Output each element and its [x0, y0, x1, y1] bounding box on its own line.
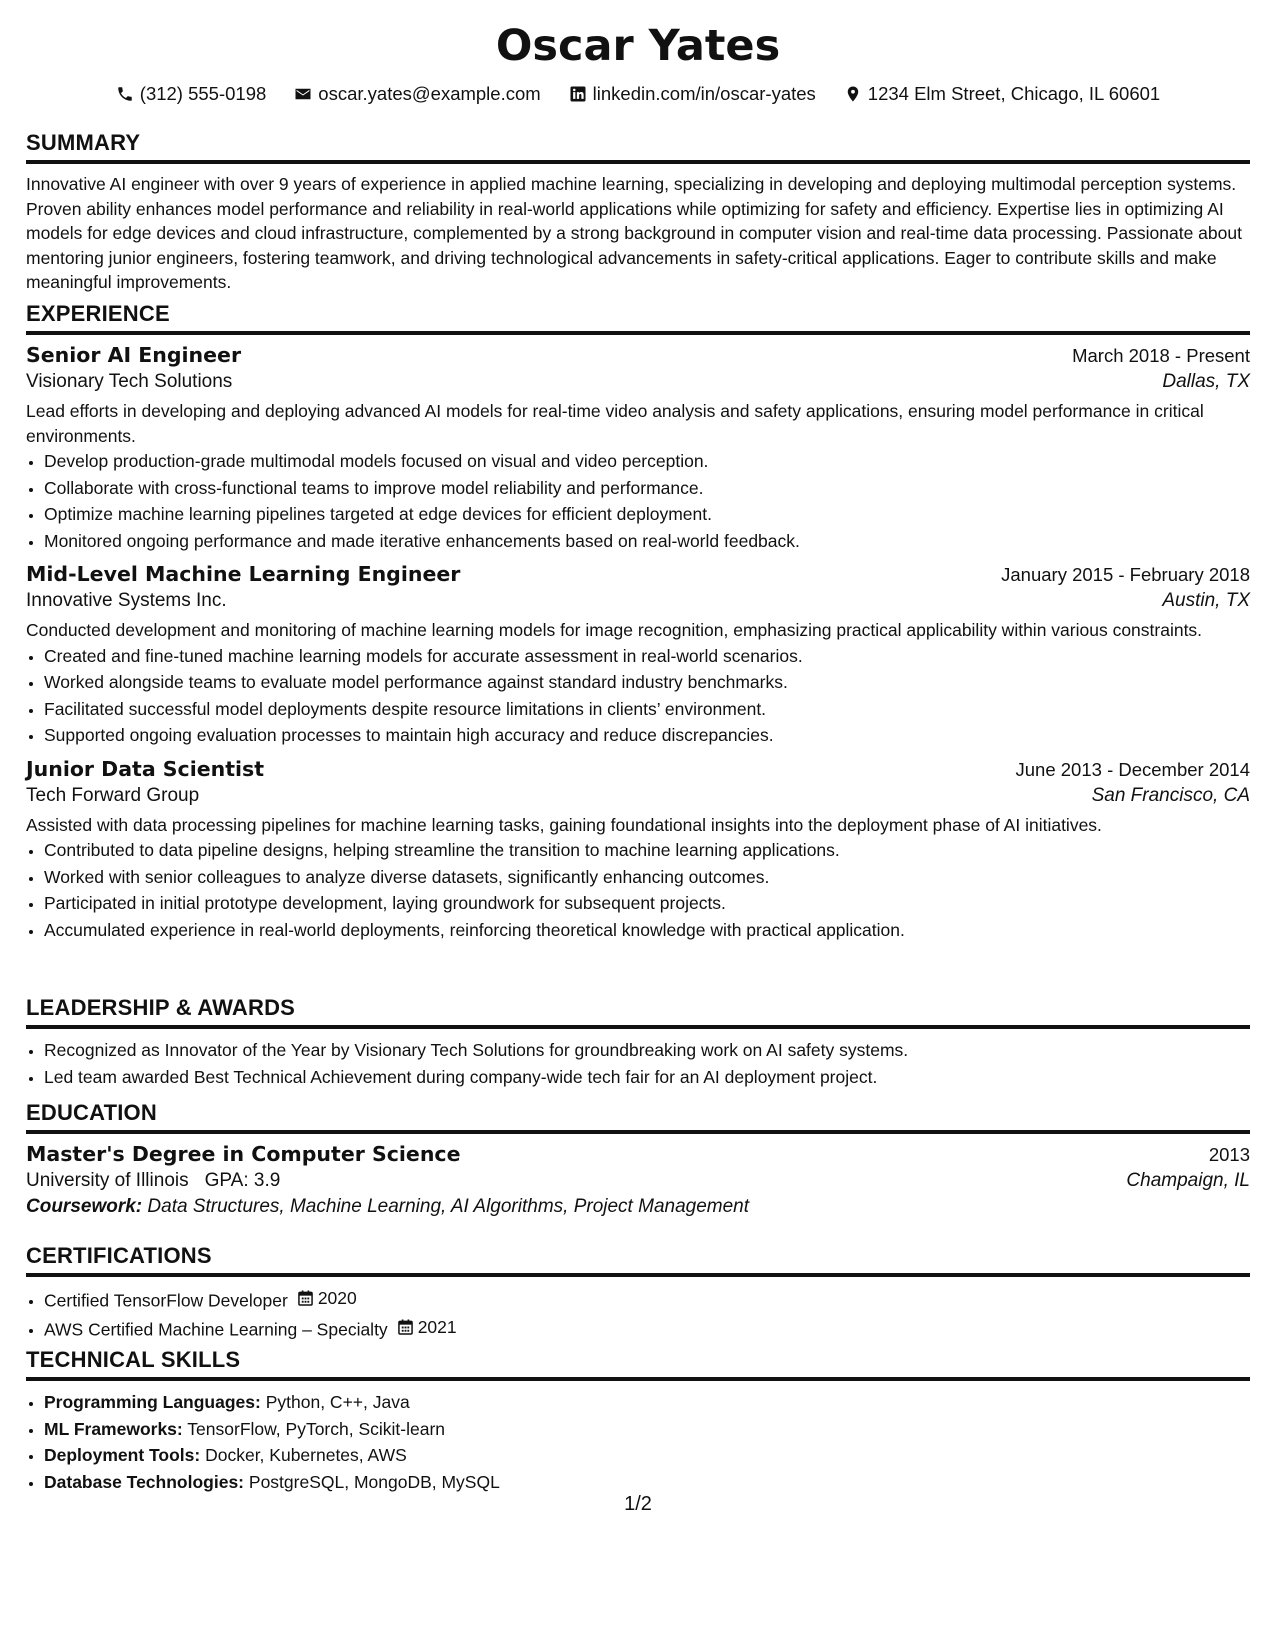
- job-location: San Francisco, CA: [1091, 784, 1250, 806]
- job-description: Assisted with data processing pipelines for machine learning tasks, gaining foundational insights into the deployment phase of AI initiatives.: [26, 814, 1102, 835]
- education-section: [26, 1100, 1250, 1218]
- list-item: • Facilitated successful model deployments despite resource limitations in clients’ environment.: [44, 696, 1250, 723]
- contact-phone: [116, 83, 267, 105]
- job-company: Visionary Tech Solutions: [26, 371, 233, 392]
- job-entry: [26, 757, 1250, 944]
- resume-page: [26, 0, 1250, 1515]
- job-bullets: [26, 643, 1250, 749]
- list-item: • Develop production-grade multimodal models focused on visual and video perception.: [44, 448, 1250, 475]
- education-heading: EDUCATION: [26, 1100, 1250, 1134]
- linkedin-text[interactable]: linkedin.com/in/oscar-yates: [592, 83, 816, 104]
- skill-value: Docker, Kubernetes, AWS: [205, 1445, 407, 1465]
- skill-label: Deployment Tools:: [44, 1445, 201, 1465]
- candidate-name: Oscar Yates: [495, 21, 781, 71]
- list-item: [44, 1469, 1250, 1496]
- list-item: • Worked with senior colleagues to analyze diverse datasets, significantly enhancing outcomes.: [44, 864, 1250, 891]
- list-item: • Monitored ongoing performance and made iterative enhancements based on real-world feedback.: [44, 528, 1250, 555]
- job-company: Innovative Systems Inc.: [26, 590, 227, 611]
- list-item: • Recognized as Innovator of the Year by Visionary Tech Solutions for groundbreaking work on AI safety systems.: [44, 1037, 1250, 1064]
- linkedin-icon: [569, 85, 587, 103]
- school-location: Champaign, IL: [1126, 1170, 1250, 1191]
- certification-list: [26, 1285, 1250, 1343]
- list-item: [44, 1285, 1250, 1314]
- job-company: Tech Forward Group: [26, 784, 200, 806]
- cert-date: [298, 1285, 357, 1312]
- certifications-heading: CERTIFICATIONS: [26, 1243, 1250, 1277]
- job-title: Mid-Level Machine Learning Engineer: [26, 562, 461, 586]
- phone-text: (312) 555-0198: [139, 83, 267, 104]
- list-item: • Led team awarded Best Technical Achievement during company-wide tech fair for an AI deployment project.: [44, 1064, 1250, 1091]
- list-item: [44, 1416, 1250, 1443]
- list-item: • Collaborate with cross-functional teams to improve model reliability and performance.: [44, 475, 1250, 502]
- contact-linkedin[interactable]: [569, 83, 816, 105]
- experience-heading: EXPERIENCE: [26, 301, 1250, 335]
- contact-email[interactable]: [294, 83, 540, 105]
- job-title: Junior Data Scientist: [26, 756, 265, 781]
- job-bullets: [26, 837, 1250, 943]
- skills-list: [26, 1389, 1250, 1495]
- certifications-section: [26, 1243, 1250, 1343]
- gpa: GPA: 3.9: [204, 1170, 281, 1191]
- degree-year: 2013: [1208, 1144, 1250, 1165]
- job-description: Conducted development and monitoring of machine learning models for image recognition, emphasizing practical applicability within various constraints.: [26, 620, 1203, 640]
- skill-value: Python, C++, Java: [265, 1392, 410, 1412]
- summary-section: [26, 130, 1250, 295]
- skill-label: ML Frameworks:: [44, 1418, 183, 1439]
- calendar-icon: [398, 1319, 413, 1335]
- skills-section: [26, 1347, 1250, 1495]
- skill-label: Programming Languages:: [44, 1392, 261, 1412]
- summary-text: Innovative AI engineer with over 9 years of experience in applied machine learning, specializing in developing and deploying multimodal perception systems. Proven ability enhances model performance and reliability in real-world applications while optimizing for safety and efficiency. Expertise lies in optimizing AI models for edge devices and cloud infrastructure, complemented by a strong background in computer vision and real-time data processing. Passionate about mentoring junior engineers, fostering teamwork, and driving technological advancements in safety-critical applications. Eager to contribute skills and make meaningful improvements.: [26, 174, 1242, 292]
- skill-label: Database Technologies:: [44, 1471, 245, 1492]
- skills-heading: TECHNICAL SKILLS: [26, 1347, 1250, 1381]
- list-item: • Worked alongside teams to evaluate model performance against standard industry benchmarks.: [44, 669, 1250, 696]
- phone-icon: [116, 85, 134, 103]
- address-text: 1234 Elm Street, Chicago, IL 60601: [867, 83, 1161, 104]
- list-item: • Optimize machine learning pipelines targeted at edge devices for efficient deployment.: [44, 501, 1250, 528]
- contact-bar: [26, 80, 1250, 108]
- cert-year: 2021: [417, 1316, 457, 1337]
- coursework-list: Data Structures, Machine Learning, AI Algorithms, Project Management: [147, 1196, 750, 1217]
- leadership-bullets: [26, 1037, 1250, 1090]
- list-item: • Accumulated experience in real-world deployments, reinforcing theoretical knowledge with practical application.: [44, 917, 1250, 944]
- list-item: • Contributed to data pipeline designs, helping streamline the transition to machine learning applications.: [44, 837, 1250, 864]
- job-entry: [26, 343, 1250, 554]
- leadership-section: [26, 995, 1250, 1090]
- coursework-label: Coursework:: [26, 1196, 143, 1217]
- page-number: 1/2: [624, 1493, 652, 1515]
- envelope-icon: [294, 85, 312, 103]
- job-bullets: [26, 448, 1250, 554]
- school-name: University of Illinois: [26, 1170, 189, 1191]
- job-title: Senior AI Engineer: [26, 343, 242, 367]
- coursework: [26, 1196, 1250, 1218]
- cert-year: 2020: [317, 1288, 357, 1308]
- contact-address: [844, 83, 1160, 105]
- job-entry: [26, 562, 1250, 749]
- job-location: Dallas, TX: [1162, 371, 1250, 392]
- job-dates: June 2013 - December 2014: [1015, 758, 1250, 780]
- leadership-heading: LEADERSHIP & AWARDS: [26, 995, 1250, 1029]
- summary-heading: SUMMARY: [26, 130, 1250, 164]
- calendar-icon: [298, 1290, 313, 1306]
- list-item: • Created and fine-tuned machine learning models for accurate assessment in real-world scenarios.: [44, 643, 1250, 670]
- list-item: [44, 1314, 1250, 1343]
- skill-value: TensorFlow, PyTorch, Scikit-learn: [187, 1418, 446, 1439]
- school-line: [26, 1170, 280, 1192]
- list-item: • Supported ongoing evaluation processes to maintain high accuracy and reduce discrepancies.: [44, 722, 1250, 749]
- cert-name: AWS Certified Machine Learning – Specialty: [44, 1319, 388, 1339]
- job-dates: January 2015 - February 2018: [1001, 564, 1250, 585]
- experience-section: [26, 301, 1250, 943]
- skill-value: PostgreSQL, MongoDB, MySQL: [248, 1471, 500, 1492]
- list-item: [44, 1389, 1250, 1416]
- email-text[interactable]: oscar.yates@example.com: [318, 83, 541, 104]
- degree-title: Master's Degree in Computer Science: [26, 1142, 461, 1166]
- map-pin-icon: [844, 85, 862, 103]
- cert-name: Certified TensorFlow Developer: [44, 1290, 288, 1311]
- list-item: [44, 1442, 1250, 1469]
- list-item: • Participated in initial prototype development, laying groundwork for subsequent projects.: [44, 890, 1250, 917]
- job-dates: March 2018 - Present: [1072, 345, 1250, 366]
- cert-date: [398, 1314, 457, 1341]
- job-description: Lead efforts in developing and deploying advanced AI models for real-time video analysis and safety applications, ensuring model performance in critical environments.: [26, 401, 1204, 446]
- job-location: Austin, TX: [1162, 590, 1250, 611]
